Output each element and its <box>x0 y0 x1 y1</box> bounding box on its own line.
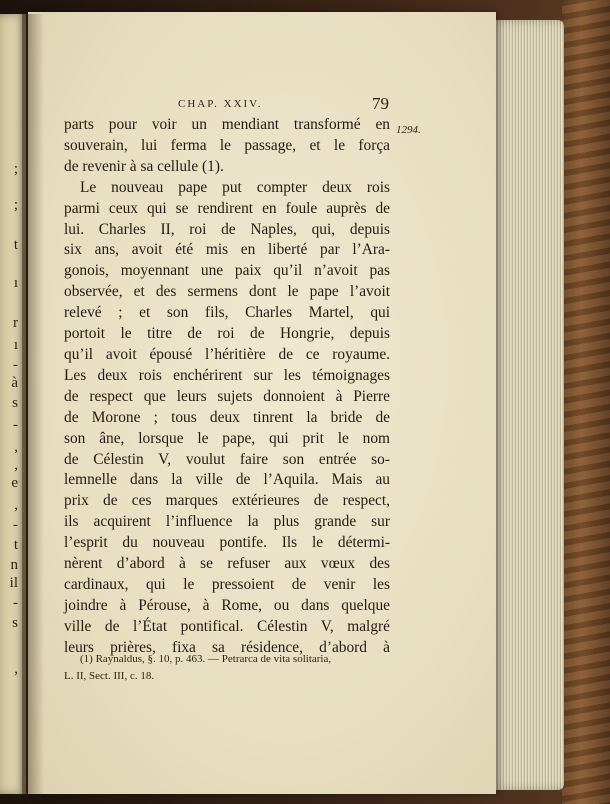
text-line: de respect que leurs sujets donnoient à Pierre <box>64 387 390 405</box>
left-page-fragment: e <box>11 475 18 491</box>
text-line: gonois, moyennant une paix qu’il n’avoit pas <box>64 262 390 280</box>
left-page-fragment: , <box>14 661 18 677</box>
left-page-fragment: , <box>14 457 18 473</box>
text-line: Les deux rois enchérirent sur les témoignages <box>64 366 390 384</box>
left-page-fragment: ı <box>13 337 18 353</box>
margin-year-note: 1294. <box>396 124 421 136</box>
text-line: Le nouveau pape put compter deux rois <box>80 178 390 196</box>
footnote-line: L. II, Sect. III, c. 18. <box>64 670 155 682</box>
left-page-fragment: ; <box>13 161 18 177</box>
gutter-shadow <box>22 14 44 794</box>
running-head: CHAP. XXIV. <box>178 98 263 110</box>
text-line: l’esprit du nouveau pontife. Ils le détermi- <box>64 534 390 552</box>
page-block-edges <box>490 20 564 790</box>
left-page-fragment: il <box>9 575 18 591</box>
left-page-fragment: - <box>13 417 18 433</box>
text-line: prix de ces marques extérieures de respect, <box>64 492 390 510</box>
left-page-fragment: n <box>10 557 18 573</box>
body-text <box>64 115 390 659</box>
left-page-fragment: s <box>12 395 18 411</box>
left-page-fragment: r <box>13 315 18 331</box>
text-line: son âne, lorsque le pape, qui prit le nom <box>64 429 390 447</box>
left-page-fragment: - <box>13 357 18 373</box>
page-header <box>28 92 496 116</box>
text-line: de Célestin V, voulut faire son entrée so- <box>64 450 390 468</box>
footnote-line: (1) Raynaldus, §. 10, p. 463. — Petrarca de vita solitaria, <box>80 653 332 665</box>
text-line: leurs prières, fixa sa résidence, d’abord à <box>64 638 390 656</box>
text-line: nèrent d’abord à se refuser aux vœux des <box>64 555 390 573</box>
text-line: de revenir à sa cellule (1). <box>64 157 224 175</box>
left-page-fragment: , <box>14 439 18 455</box>
book-binding <box>562 0 610 804</box>
text-line: observée, et des sermens dont le pape l’avoit <box>64 283 390 301</box>
footnotes <box>64 651 390 685</box>
left-page-fragment: , <box>14 497 18 513</box>
text-line: cardinaux, qui le pressoient de venir les <box>64 575 390 593</box>
left-page-fragment: - <box>13 595 18 611</box>
text-line: lui. Charles II, roi de Naples, qui, depuis <box>64 220 390 238</box>
left-page-fragment: t <box>13 237 18 253</box>
text-line: qu’il avoit épousé l’héritière de ce royaume. <box>64 345 390 363</box>
text-line: six ans, avoit été mis en liberté par l’Ara- <box>64 241 390 259</box>
left-page-fragment: t <box>13 537 18 553</box>
text-line: relevé ; et son fils, Charles Martel, qui <box>64 304 390 322</box>
left-page-fragment: à <box>11 375 18 391</box>
text-line: portoit le titre de roi de Hongrie, depuis <box>64 325 390 343</box>
left-page-fragment: ; <box>13 197 18 213</box>
left-page-fragment: ı <box>13 275 18 291</box>
left-page-fragment: s <box>12 615 18 631</box>
text-line: parmi ceux qui se rendirent en foule auprès de <box>64 199 390 217</box>
text-line: parts pour voir un mendiant transformé en <box>64 116 390 133</box>
text-line: ils acquirent l’influence la plus grande sur <box>64 513 390 531</box>
left-page-fragment: - <box>13 517 18 533</box>
page-number: 79 <box>372 94 389 113</box>
text-line: ville de l’État pontifical. Célestin V, malgré <box>64 617 390 635</box>
text-line: souverain, lui ferma le passage, et le força <box>64 136 390 154</box>
text-line: de Morone ; tous deux tinrent la bride de <box>64 408 390 426</box>
text-line: joindre à Pérouse, à Rome, ou dans quelque <box>64 596 390 614</box>
text-line: lemnelle dans la ville de l’Aquila. Mais au <box>64 471 390 489</box>
book-page <box>28 12 496 794</box>
